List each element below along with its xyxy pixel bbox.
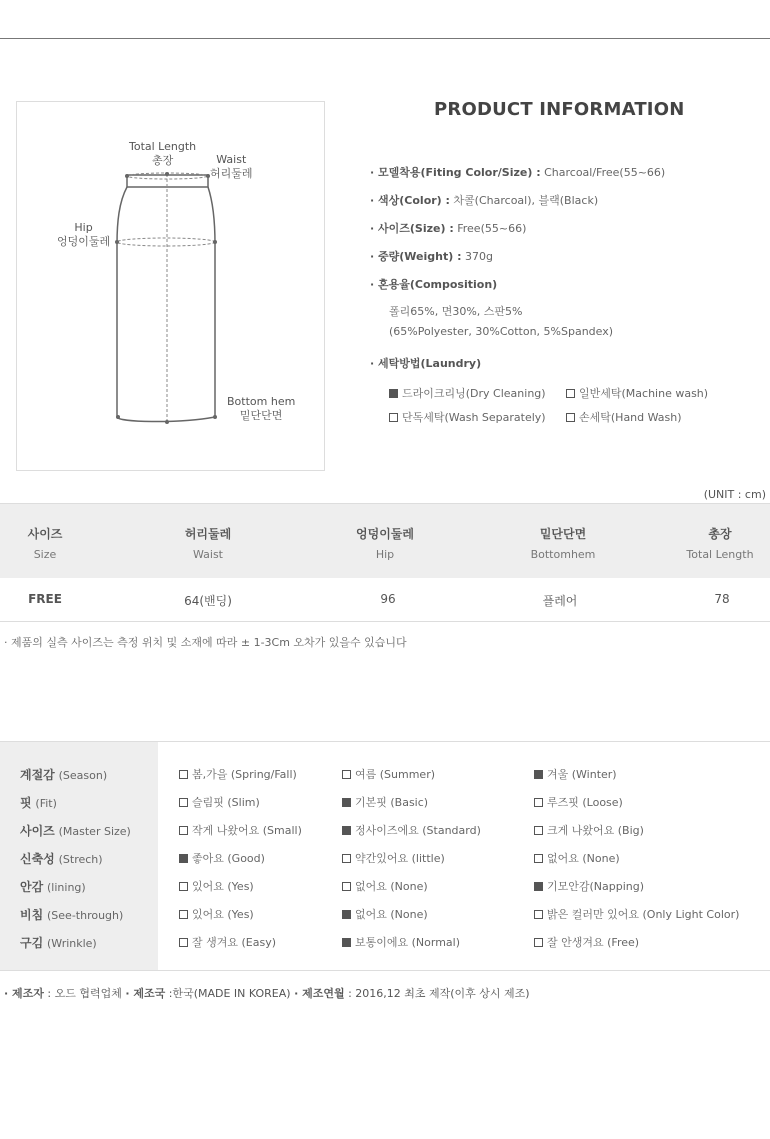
header-en: Waist [192,548,223,561]
info-composition-key: · 혼용율(Composition) [370,278,498,291]
date-key: · 제조연월 [294,987,345,1000]
manufacturer-value: : 오드 협력업체 [43,987,126,1000]
option-label: 없어요 (None) [547,852,620,865]
header-ko: 엉덩이둘레 [356,527,414,541]
option-label: 루즈핏 (Loose) [547,796,623,809]
header-en: Total Length [686,548,754,561]
cell-total-length: 78 [714,592,730,606]
label-total-length-ko: 총장 [151,154,174,167]
attr-label-ko: 신축성 [20,852,55,866]
country-key: · 제조국 [125,987,166,1000]
label-total-length [129,140,196,168]
option-label: 작게 나왔어요 (Small) [192,824,302,837]
label-waist-ko: 허리둘레 [210,167,253,180]
info-size [370,220,526,236]
skirt-diagram [16,101,325,471]
maker-info [4,985,530,1001]
attr-label-lining [20,878,86,895]
laundry-machine-wash [566,385,708,401]
cell-bottomhem: 플레어 [542,594,578,608]
header-hip [325,504,445,561]
checkbox-empty-icon [179,798,188,807]
option-item [342,878,428,894]
checkbox-empty-icon [179,910,188,919]
checkbox-empty-icon [534,910,543,919]
option-label: 겨울 (Winter) [547,768,617,781]
attr-label-ko: 구김 [20,936,44,950]
attr-label-en: (Season) [58,769,108,782]
manufacturer-key: · 제조자 [4,987,44,1000]
option-item [534,766,617,782]
option-label: 없어요 (None) [355,908,428,921]
info-laundry [370,355,481,371]
option-item [534,794,623,810]
checkbox-empty-icon [179,826,188,835]
attr-label-en: (Wrinkle) [47,937,97,950]
label-hem-en: Bottom hem [227,395,296,408]
date-value: : 2016,12 최초 제작(이후 상시 제조) [344,987,530,1000]
checkbox-empty-icon [534,798,543,807]
option-label: 없어요 (None) [355,880,428,893]
attr-label-master-size [20,822,131,839]
attr-label-fit [20,794,57,811]
checkbox-checked-icon [389,389,398,398]
option-label: 여름 (Summer) [355,768,436,781]
option-label: 좋아요 (Good) [192,852,265,865]
option-item [179,766,297,782]
option-item [179,794,260,810]
info-size-value: Free(55~66) [453,222,527,235]
attributes-bottom-divider [0,970,770,971]
info-color [370,192,598,208]
label-waist [210,153,253,181]
info-color-key: · 색상(Color) : [370,194,450,207]
info-fitting-value: Charcoal/Free(55~66) [540,166,666,179]
info-weight-value: 370g [461,250,493,263]
cell-size: FREE [28,592,62,606]
option-label: 있어요 (Yes) [192,908,254,921]
size-table-header [0,503,770,578]
attr-label-ko: 안감 [20,880,44,894]
checkbox-checked-icon [342,938,351,947]
option-item [534,906,739,922]
option-item [342,934,460,950]
checkbox-empty-icon [342,882,351,891]
option-item [179,878,254,894]
composition-ko: 폴리65%, 면30%, 스판5% [389,305,523,318]
attr-label-wrinkle [20,934,97,951]
option-item [342,794,428,810]
info-fitting [370,164,665,180]
option-item [534,934,639,950]
checkbox-empty-icon [342,770,351,779]
top-divider [0,38,770,39]
header-bottomhem [503,504,623,561]
label-hip-ko: 엉덩이둘레 [57,235,111,248]
checkbox-empty-icon [566,389,575,398]
header-ko: 허리둘레 [184,527,232,541]
label-waist-en: Waist [216,153,247,166]
option-label: 정사이즈에요 (Standard) [355,824,481,837]
attr-label-stretch [20,850,103,867]
option-label: 약간있어요 (little) [355,852,445,865]
attr-label-ko: 비침 [20,908,44,922]
info-weight-key: · 중량(Weight) : [370,250,462,263]
option-label: 봄,가을 (Spring/Fall) [192,768,297,781]
attr-label-en: (Master Size) [58,825,131,838]
checkbox-checked-icon [342,910,351,919]
header-en: Bottomhem [530,548,596,561]
checkbox-checked-icon [534,770,543,779]
header-en: Hip [375,548,395,561]
header-ko: 총장 [708,527,732,541]
product-info-title: PRODUCT INFORMATION [434,99,685,120]
label-total-length-en: Total Length [129,140,197,153]
checkbox-empty-icon [179,770,188,779]
attr-label-season [20,766,107,783]
attr-label-en: (Strech) [58,853,103,866]
header-en: Size [33,548,57,561]
info-weight [370,248,493,264]
label-hip [57,221,110,249]
info-size-key: · 사이즈(Size) : [370,222,454,235]
checkbox-empty-icon [534,826,543,835]
header-total-length [670,504,770,561]
option-label: 잘 안생겨요 (Free) [547,936,640,949]
laundry-label: 드라이크리닝(Dry Cleaning) [402,387,546,400]
laundry-wash-separately [389,409,546,425]
option-item [179,850,265,866]
laundry-label: 단독세탁(Wash Separately) [402,411,546,424]
option-label: 크게 나왔어요 (Big) [547,824,644,837]
option-item [179,906,254,922]
info-fitting-key: · 모델착용(Fiting Color/Size) : [370,166,541,179]
composition-en: (65%Polyester, 30%Cotton, 5%Spandex) [389,325,614,338]
checkbox-empty-icon [566,413,575,422]
info-composition [370,276,497,292]
checkbox-empty-icon [179,882,188,891]
info-color-value: 차콜(Charcoal), 블랙(Black) [449,194,599,207]
option-label: 기모안감(Napping) [547,880,645,893]
laundry-label: 손세탁(Hand Wash) [579,411,682,424]
option-item [534,878,644,894]
unit-label: (UNIT : cm) [703,488,766,501]
attr-label-ko: 사이즈 [20,824,55,838]
attr-label-ko: 계절감 [20,768,55,782]
attr-label-en: (Fit) [35,797,57,810]
option-label: 보통이에요 (Normal) [355,936,461,949]
attr-label-see-through [20,906,123,923]
header-waist [148,504,268,561]
checkbox-empty-icon [179,938,188,947]
option-label: 잘 생겨요 (Easy) [192,936,277,949]
laundry-label: 일반세탁(Machine wash) [579,387,709,400]
cell-waist: 64(밴딩) [184,594,232,608]
option-label: 있어요 (Yes) [192,880,254,893]
option-item [342,906,428,922]
country-value: :한국(MADE IN KOREA) [165,987,295,1000]
option-item [534,850,620,866]
label-hip-en: Hip [74,221,93,234]
table-row [0,578,770,622]
attr-label-ko: 핏 [20,796,32,810]
option-item [342,850,445,866]
laundry-hand-wash [566,409,682,425]
option-item [342,766,435,782]
size-note: · 제품의 실측 사이즈는 측정 위치 및 소재에 따라 ± 1-3Cm 오차가 있을수 있습니다 [4,636,407,649]
option-item [179,934,276,950]
option-item [179,822,302,838]
header-size [0,504,90,561]
attr-label-en: (lining) [47,881,86,894]
attr-label-en: (See-through) [47,909,124,922]
checkbox-checked-icon [179,854,188,863]
checkbox-empty-icon [342,854,351,863]
laundry-dry-cleaning [389,385,546,401]
label-bottom-hem [227,395,295,423]
label-hem-ko: 밑단단면 [239,409,283,422]
checkbox-empty-icon [534,854,543,863]
checkbox-empty-icon [389,413,398,422]
option-label: 밝은 컬러만 있어요 (Only Light Color) [547,908,740,921]
option-label: 슬림핏 (Slim) [192,796,260,809]
checkbox-checked-icon [534,882,543,891]
header-ko: 밑단단면 [539,527,587,541]
checkbox-checked-icon [342,798,351,807]
cell-hip: 96 [380,592,396,606]
checkbox-empty-icon [534,938,543,947]
option-item [534,822,644,838]
checkbox-checked-icon [342,826,351,835]
option-label: 기본핏 (Basic) [355,796,429,809]
info-laundry-key: · 세탁방법(Laundry) [370,357,482,370]
header-ko: 사이즈 [27,527,63,541]
option-item [342,822,481,838]
